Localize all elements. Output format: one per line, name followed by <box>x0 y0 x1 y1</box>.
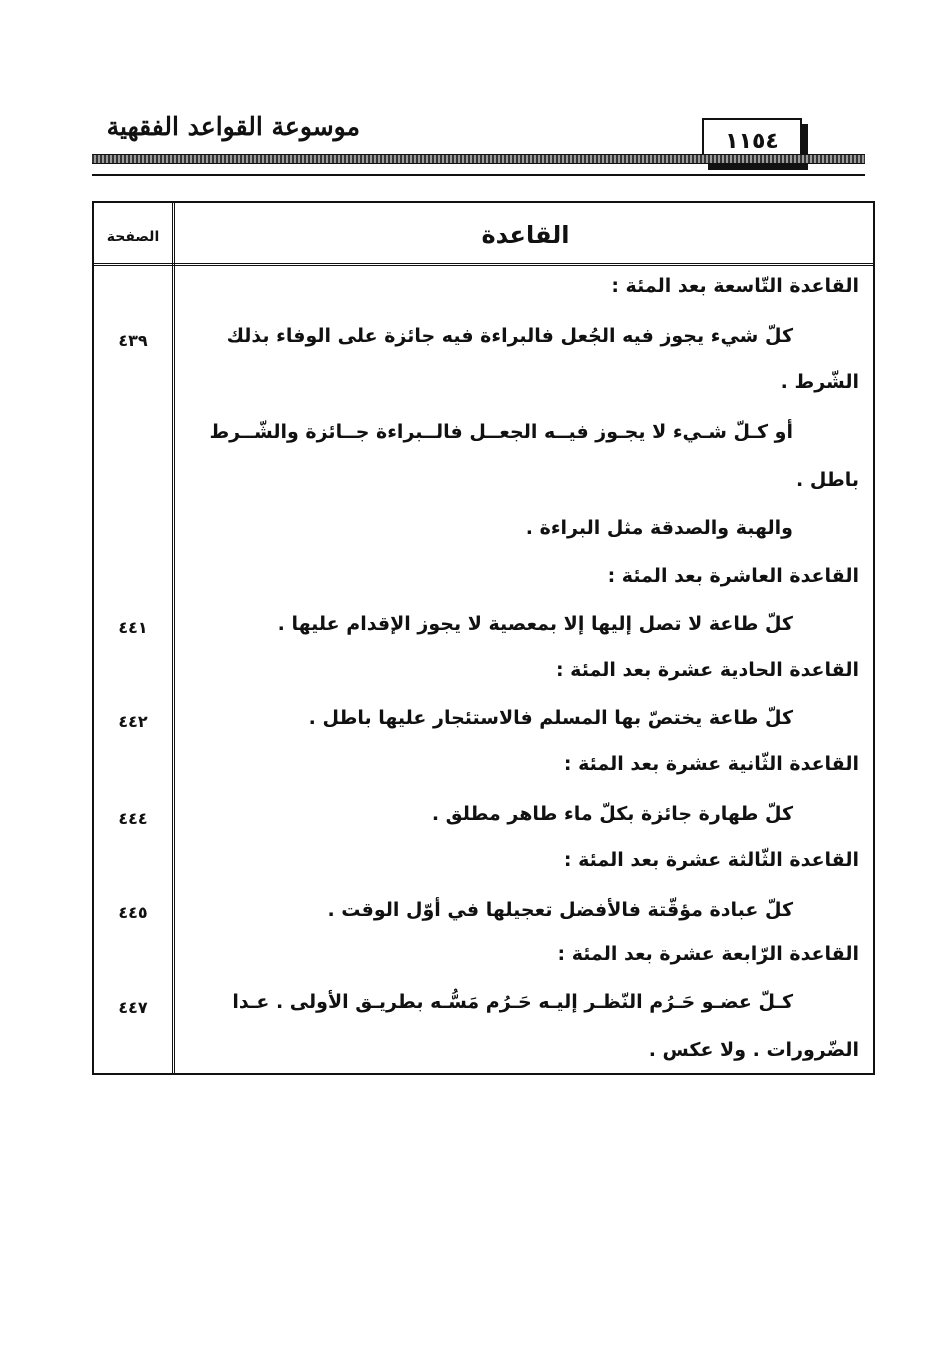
page-ref: ٤٤٧ <box>118 998 148 1017</box>
page-ref: ٤٤٢ <box>118 712 148 731</box>
page-ref: ٤٤٥ <box>118 903 148 922</box>
rule-text-line: كلّ طهارة جائزة بكلّ ماء طاهر مطلق . <box>431 803 793 825</box>
rule-text-line: كـلّ عضـو حَـرُم النّظـر إليـه حَـرُم مَسُّـه بطريـق الأولى . عـدا <box>232 991 793 1013</box>
rule-text-line: باطل . <box>796 469 859 491</box>
rule-text-line: الضّرورات . ولا عكس . <box>648 1039 859 1061</box>
column-header-page: الصفحة <box>106 229 160 245</box>
rules-index-table <box>92 201 875 1075</box>
column-header-rule: القاعدة <box>481 221 570 249</box>
header-rule <box>92 154 865 164</box>
page-number: ١١٥٤ <box>702 118 802 164</box>
rule-text-line: والهبة والصدقة مثل البراءة . <box>525 517 793 539</box>
rule-text-line: كلّ شيء يجوز فيه الجُعل فالبراءة فيه جائزة على الوفاء بذلك <box>226 325 793 347</box>
page-ref: ٤٤١ <box>118 618 148 637</box>
column-divider <box>172 203 175 1073</box>
page-ref: ٤٣٩ <box>118 331 148 350</box>
book-title: موسوعة القواعد الفقهية <box>106 112 360 141</box>
rule-text-line: أو كـلّ شـيء لا يجـوز فيــه الجعــل فالــبراءة جــائزة والشّــرط <box>209 421 793 443</box>
rule-heading-110: القاعدة العاشرة بعد المئة : <box>607 565 859 587</box>
rule-heading-114: القاعدة الرّابعة عشرة بعد المئة : <box>557 943 859 965</box>
rule-heading-113: القاعدة الثّالثة عشرة بعد المئة : <box>563 849 859 871</box>
rule-heading-111: القاعدة الحادية عشرة بعد المئة : <box>555 659 859 681</box>
rule-text-line: كلّ طاعة يختصّ بها المسلم فالاستئجار عليها باطل . <box>308 707 793 729</box>
rule-text-line: كلّ طاعة لا تصل إليها إلا بمعصية لا يجوز الإقدام عليها . <box>277 613 793 635</box>
page-header <box>92 112 865 182</box>
header-underline <box>92 174 865 176</box>
page-ref: ٤٤٤ <box>118 809 148 828</box>
header-divider <box>94 263 873 266</box>
rule-text-line: كلّ عبادة مؤقّتة فالأفضل تعجيلها في أوّل الوقت . <box>327 899 793 921</box>
rule-heading-109: القاعدة التّاسعة بعد المئة : <box>611 275 859 297</box>
rule-text-line: الشّرط . <box>780 371 859 393</box>
rule-heading-112: القاعدة الثّانية عشرة بعد المئة : <box>563 753 859 775</box>
